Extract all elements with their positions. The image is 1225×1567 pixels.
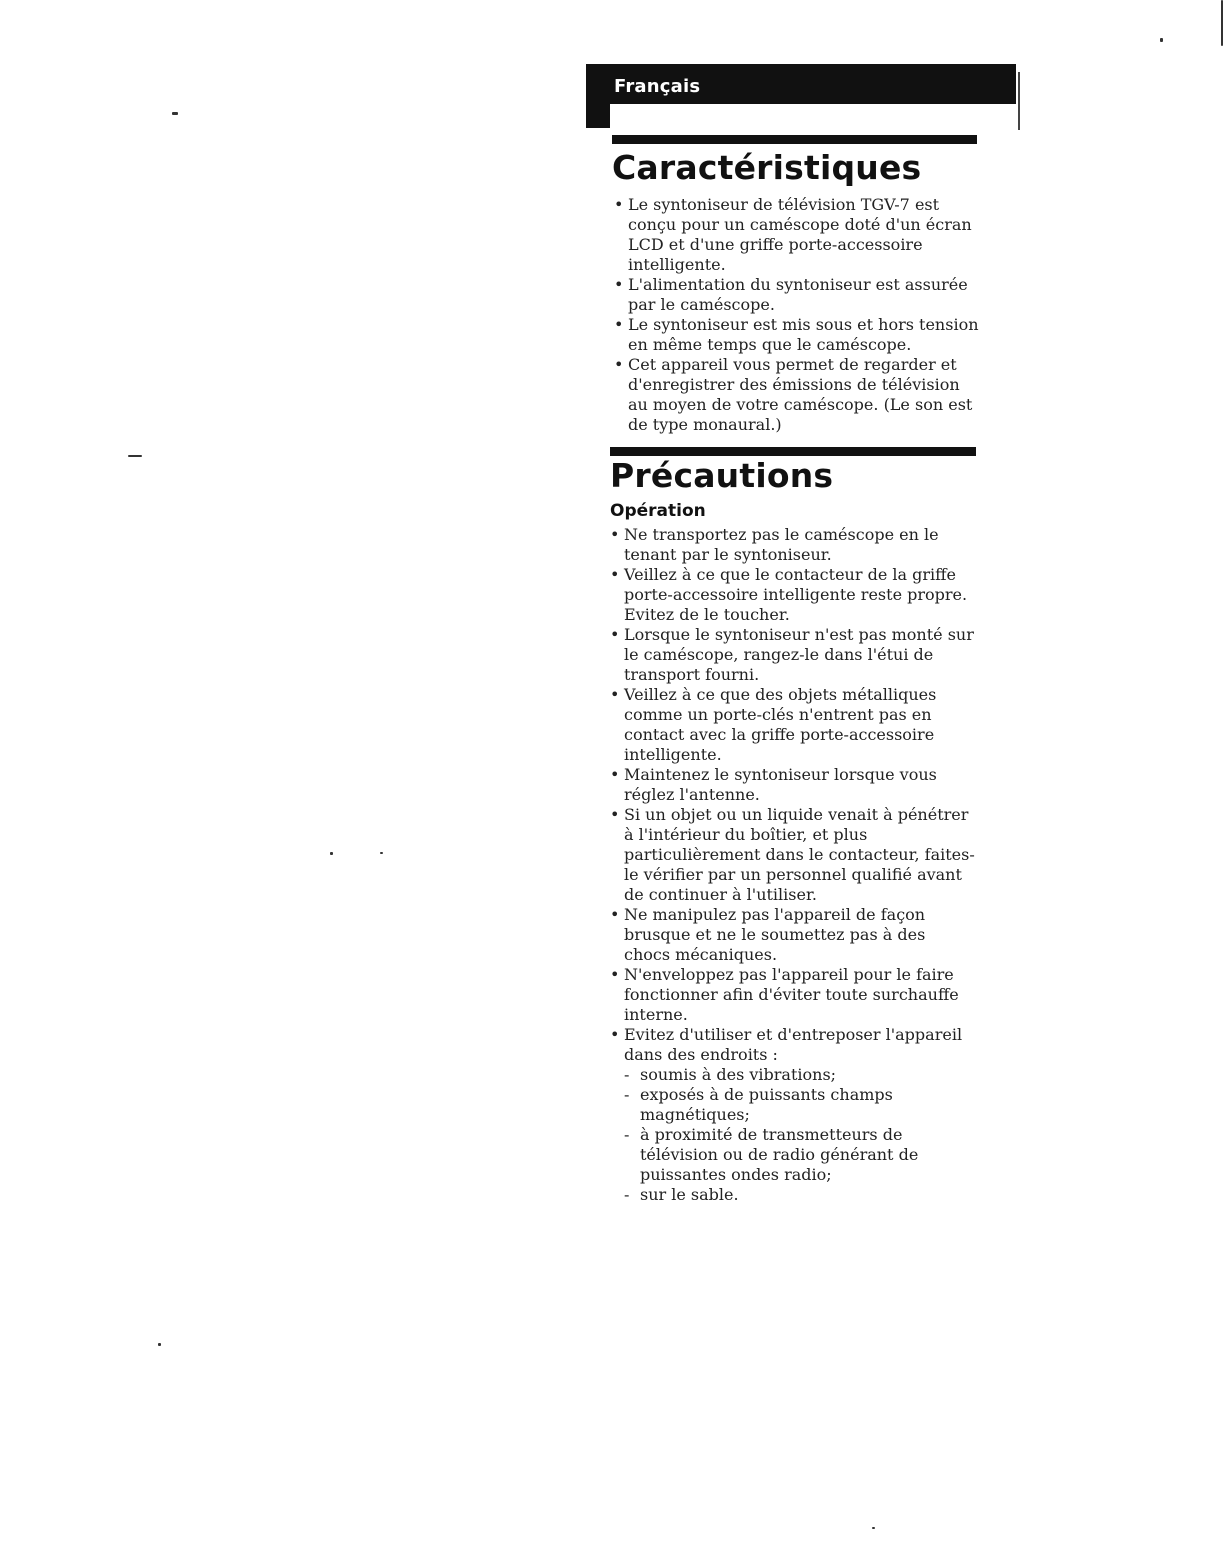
scan-speck bbox=[1221, 0, 1223, 46]
language-label: Français bbox=[614, 76, 701, 97]
list-item-text: Maintenez le syntoniseur lorsque vous réglez l'antenne. bbox=[624, 765, 937, 804]
list-item-text: N'enveloppez pas l'appareil pour le faire fonctionner afin d'éviter toute surchauffe interne. bbox=[624, 965, 959, 1024]
features-list bbox=[614, 195, 984, 435]
scan-speck bbox=[872, 1527, 875, 1529]
bullet-icon: • bbox=[610, 685, 620, 704]
dash-icon: - bbox=[624, 1185, 630, 1204]
dash-icon: - bbox=[624, 1125, 630, 1144]
dash-icon: - bbox=[624, 1065, 630, 1084]
precautions-title: Précautions bbox=[610, 456, 834, 495]
list-item bbox=[610, 525, 975, 565]
bullet-icon: • bbox=[610, 525, 620, 544]
list-item-text: Ne transportez pas le caméscope en le tenant par le syntoniseur. bbox=[624, 525, 939, 564]
bullet-icon: • bbox=[610, 905, 620, 924]
bullet-icon: • bbox=[614, 195, 624, 214]
scan-speck bbox=[172, 112, 178, 115]
page-edge-line bbox=[1018, 72, 1020, 130]
list-item bbox=[610, 565, 975, 625]
list-item-text: Veillez à ce que le contacteur de la griffe porte-accessoire intelligente reste propre. Evitez de le toucher. bbox=[624, 565, 968, 624]
sublist-item-text: soumis à des vibrations; bbox=[640, 1065, 837, 1084]
bullet-icon: • bbox=[614, 315, 624, 334]
bullet-icon: • bbox=[614, 355, 624, 374]
bullet-icon: • bbox=[610, 965, 620, 984]
scan-speck bbox=[380, 852, 383, 854]
list-item bbox=[610, 685, 975, 765]
sublist-item-text: à proximité de transmetteurs de télévision ou de radio générant de puissantes ondes radio; bbox=[640, 1125, 919, 1184]
list-item bbox=[610, 805, 975, 905]
list-item bbox=[614, 355, 984, 435]
places-sublist bbox=[624, 1065, 975, 1205]
list-item bbox=[614, 275, 984, 315]
features-title: Caractéristiques bbox=[612, 148, 922, 187]
list-item bbox=[614, 315, 984, 355]
sublist-item-text: sur le sable. bbox=[640, 1185, 739, 1204]
bullet-icon: • bbox=[610, 1025, 620, 1044]
section-rule bbox=[610, 447, 976, 456]
bullet-icon: • bbox=[610, 565, 620, 584]
list-item-text: Cet appareil vous permet de regarder et d'enregistrer des émissions de télévision au moyen de votre caméscope. (Le son est de type monaural.) bbox=[628, 355, 973, 434]
scan-speck bbox=[330, 852, 333, 855]
sublist-item bbox=[624, 1125, 975, 1185]
list-item bbox=[614, 195, 984, 275]
list-item-text: Veillez à ce que des objets métalliques comme un porte-clés n'entrent pas en contact avec la griffe porte-accessoire intelligente. bbox=[624, 685, 937, 764]
list-item bbox=[610, 965, 975, 1025]
bullet-icon: • bbox=[610, 805, 620, 824]
list-item bbox=[610, 905, 975, 965]
list-item-text: L'alimentation du syntoniseur est assurée par le caméscope. bbox=[628, 275, 968, 314]
list-item bbox=[610, 625, 975, 685]
sublist-item bbox=[624, 1085, 975, 1125]
sublist-item bbox=[624, 1065, 975, 1085]
bullet-icon: • bbox=[614, 275, 624, 294]
list-item-text: Lorsque le syntoniseur n'est pas monté sur le caméscope, rangez-le dans l'étui de transport fourni. bbox=[624, 625, 974, 684]
bullet-icon: • bbox=[610, 625, 620, 644]
bullet-icon: • bbox=[610, 765, 620, 784]
list-item-text: Le syntoniseur est mis sous et hors tension en même temps que le caméscope. bbox=[628, 315, 979, 354]
scan-speck bbox=[128, 455, 142, 457]
section-rule bbox=[612, 135, 977, 144]
sublist-item-text: exposés à de puissants champs magnétiques; bbox=[640, 1085, 893, 1124]
list-item-text: Si un objet ou un liquide venait à pénétrer à l'intérieur du boîtier, et plus particulièrement dans le contacteur, faites-le vérifier par un personnel qualifié avant de continuer à l'utiliser. bbox=[624, 805, 975, 904]
dash-icon: - bbox=[624, 1085, 630, 1104]
list-item-text: Evitez d'utiliser et d'entreposer l'appareil dans des endroits : bbox=[624, 1025, 963, 1064]
operation-subtitle: Opération bbox=[610, 501, 706, 521]
scan-speck bbox=[1160, 38, 1163, 42]
precautions-list bbox=[610, 525, 975, 1205]
language-tab-stub bbox=[586, 100, 610, 128]
list-item bbox=[610, 1025, 975, 1205]
list-item-text: Le syntoniseur de télévision TGV-7 est conçu pour un caméscope doté d'un écran LCD et d'une griffe porte-accessoire intelligente. bbox=[628, 195, 972, 274]
list-item bbox=[610, 765, 975, 805]
list-item-text: Ne manipulez pas l'appareil de façon brusque et ne le soumettez pas à des chocs mécaniques. bbox=[624, 905, 926, 964]
sublist-item bbox=[624, 1185, 975, 1205]
scan-speck bbox=[158, 1343, 161, 1346]
